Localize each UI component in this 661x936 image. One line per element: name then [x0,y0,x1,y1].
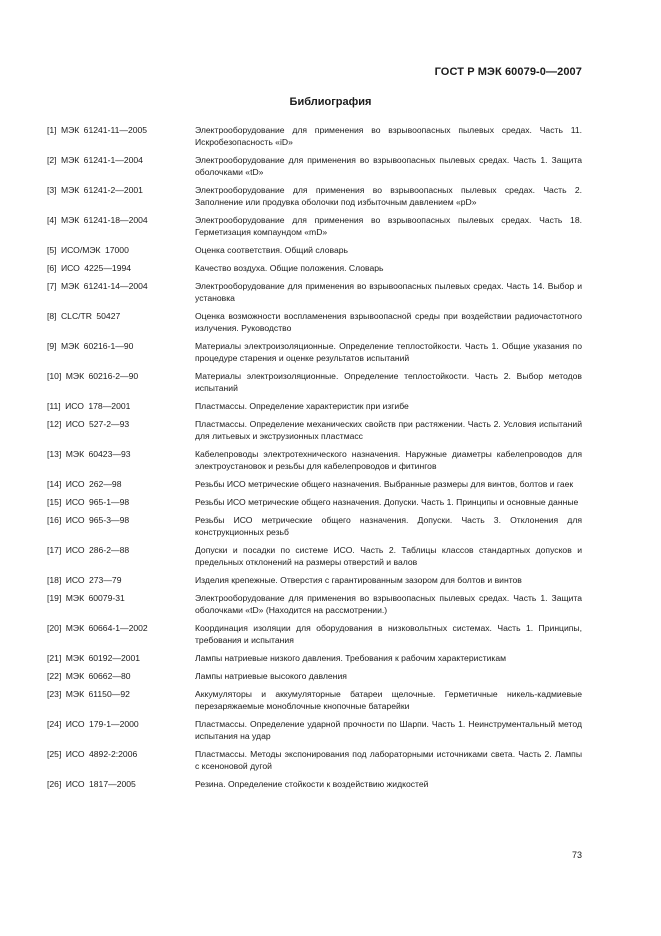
entry-reference [47,778,195,790]
entry-title: Оценка возможности воспламенения взрывоопасной среды при воздействии радиочастотного излучения. Руководство [195,311,582,333]
bibliography-entry [47,574,582,586]
entry-standard-code: МЭК 61150—92 [65,689,130,699]
bibliography-entry [47,244,582,256]
bibliography-list [47,124,582,796]
bibliography-entry [47,592,582,616]
entry-number: [23] [47,689,62,699]
entry-number: [22] [47,671,62,681]
entry-number: [13] [47,449,62,459]
entry-standard-code: МЭК 61241-18—2004 [60,215,148,225]
entry-title: Изделия крепежные. Отверстия с гарантированным зазором для болтов и винтов [195,575,522,585]
entry-standard-code: МЭК 60216-1—90 [60,341,134,351]
bibliography-entry [47,778,582,790]
entry-standard-code: МЭК 60192—2001 [65,653,141,663]
entry-reference [47,496,195,508]
entry-reference [47,262,195,274]
entry-title: Кабелепроводы электротехнического назначения. Наружные диаметры кабелепроводов для электроустановок и резьбы для кабелепроводов и фитингов [195,449,582,471]
bibliography-entry [47,184,582,208]
entry-number: [15] [47,497,62,507]
entry-standard-code: CLC/TR 50427 [60,311,121,321]
entry-standard-code: МЭК 60662—80 [65,671,131,681]
entry-number: [7] [47,281,57,291]
entry-reference [47,718,195,742]
bibliography-entry [47,214,582,238]
entry-title: Пластмассы. Определение механических свойств при растяжении. Часть 2. Условия испытаний для литьевых и экструзионных пластмасс [195,419,582,441]
entry-title: Резина. Определение стойкости к воздействию жидкостей [195,779,429,789]
entry-number: [1] [47,125,57,135]
bibliography-entry [47,718,582,742]
entry-reference [47,670,195,682]
entry-title: Электрооборудование для применения во взрывоопасных пылевых средах. Часть 1. Защита оболочками «tD» (Находится на рассмотрении.) [195,593,582,615]
entry-title: Материалы электроизоляционные. Определение теплостойкости. Часть 1. Общие указания по процедуре старения и оценке результатов испытаний [195,341,582,363]
entry-number: [14] [47,479,62,489]
bibliography-entry [47,124,582,148]
entry-title: Лампы натриевые высокого давления [195,671,347,681]
entry-title: Допуски и посадки по системе ИСО. Часть 2. Таблицы классов стандартных допусков и предельных отклонений на размеры отверстий и валов [195,545,582,567]
entry-reference [47,622,195,646]
entry-number: [3] [47,185,57,195]
bibliography-entry [47,514,582,538]
entry-number: [6] [47,263,57,273]
entry-title: Пластмассы. Методы экспонирования под лабораторными источниками света. Часть 2. Лампы с ксеноновой дугой [195,749,582,771]
entry-reference [47,448,195,472]
entry-reference [47,592,195,616]
entry-reference [47,652,195,664]
entry-title: Лампы натриевые низкого давления. Требования к рабочим характеристикам [195,653,507,663]
entry-reference [47,478,195,490]
entry-standard-code: МЭК 60664-1—2002 [65,623,148,633]
entry-standard-code: ИСО/МЭК 17000 [60,245,129,255]
entry-title: Резьбы ИСО метрические общего назначения. Допуски. Часть 1. Принципы и основные данные [195,497,579,507]
entry-title: Резьбы ИСО метрические общего назначения. Выбранные размеры для винтов, болтов и гаек [195,479,574,489]
entry-number: [25] [47,749,62,759]
entry-number: [17] [47,545,62,555]
entry-standard-code: МЭК 61241-2—2001 [60,185,143,195]
bibliography-entry [47,688,582,712]
bibliography-entry [47,652,582,664]
entry-number: [8] [47,311,57,321]
entry-number: [12] [47,419,62,429]
entry-number: [19] [47,593,62,603]
entry-number: [21] [47,653,62,663]
entry-reference [47,340,195,364]
bibliography-entry [47,280,582,304]
bibliography-entry [47,448,582,472]
entry-title: Электрооборудование для применения во взрывоопасных пылевых средах. Часть 1. Защита оболочками «tD» [195,155,582,177]
entry-standard-code: МЭК 61241-1—2004 [60,155,143,165]
bibliography-entry [47,622,582,646]
entry-reference [47,124,195,148]
entry-title: Материалы электроизоляционные. Определение теплостойкости. Часть 2. Выбор методов испытаний [195,371,582,393]
entry-title: Электрооборудование для применения во взрывоопасных пылевых средах. Часть 14. Выбор и установка [195,281,582,303]
bibliography-entry [47,478,582,490]
entry-standard-code: МЭК 61241-11—2005 [60,125,148,135]
entry-title: Пластмассы. Определение характеристик при изгибе [195,401,409,411]
entry-number: [20] [47,623,62,633]
bibliography-entry [47,310,582,334]
entry-number: [24] [47,719,62,729]
entry-title: Электрооборудование для применения во взрывоопасных пылевых средах. Часть 11. Искробезопасность «iD» [195,125,582,147]
entry-standard-code: ИСО 4225—1994 [60,263,132,273]
entry-number: [4] [47,215,57,225]
entry-number: [26] [47,779,62,789]
bibliography-entry [47,400,582,412]
entry-standard-code: ИСО 262—98 [65,479,122,489]
section-title: Библиография [289,96,372,108]
entry-standard-code: ИСО 286-2—88 [65,545,130,555]
entry-number: [16] [47,515,62,525]
entry-title: Аккумуляторы и аккумуляторные батареи щелочные. Герметичные никель-кадмиевые перезаряжаемые моноблочные кнопочные батарейки [195,689,582,711]
entry-reference [47,184,195,208]
bibliography-entry [47,418,582,442]
bibliography-entry [47,670,582,682]
entry-number: [9] [47,341,57,351]
entry-standard-code: ИСО 4892-2:2006 [65,749,138,759]
entry-reference [47,418,195,442]
entry-title: Оценка соответствия. Общий словарь [195,245,349,255]
bibliography-entry [47,262,582,274]
entry-standard-code: ИСО 965-1—98 [65,497,130,507]
entry-standard-code: МЭК 60216-2—90 [65,371,139,381]
entry-reference [47,244,195,256]
entry-standard-code: ИСО 1817—2005 [65,779,136,789]
document-code-header: ГОСТ Р МЭК 60079-0—2007 [434,66,582,78]
entry-number: [11] [47,401,61,411]
entry-title: Электрооборудование для применения во взрывоопасных пылевых средах. Часть 18. Герметизация компаундом «mD» [195,215,582,237]
entry-number: [18] [47,575,62,585]
entry-title: Качество воздуха. Общие положения. Словарь [195,263,384,273]
bibliography-entry [47,496,582,508]
bibliography-entry [47,544,582,568]
entry-reference [47,544,195,568]
entry-reference [47,688,195,712]
entry-title: Электрооборудование для применения во взрывоопасных пылевых средах. Часть 2. Заполнение или продувка оболочки под избыточным давлением «pD» [195,185,582,207]
entry-title: Пластмассы. Определение ударной прочности по Шарпи. Часть 1. Неинструментальный метод испытания на удар [195,719,582,741]
entry-standard-code: МЭК 61241-14—2004 [60,281,148,291]
entry-reference [47,748,195,772]
entry-reference [47,280,195,304]
bibliography-entry [47,370,582,394]
entry-standard-code: ИСО 527-2—93 [65,419,130,429]
entry-reference [47,154,195,178]
entry-standard-code: ИСО 179-1—2000 [65,719,139,729]
entry-standard-code: ИСО 273—79 [65,575,122,585]
entry-title: Координация изоляции для оборудования в низковольтных системах. Часть 1. Принципы, требования и испытания [195,623,582,645]
entry-reference [47,574,195,586]
entry-number: [5] [47,245,57,255]
bibliography-entry [47,154,582,178]
bibliography-entry [47,748,582,772]
entry-standard-code: ИСО 178—2001 [65,401,131,411]
bibliography-entry [47,340,582,364]
entry-standard-code: МЭК 60079-31 [65,593,125,603]
entry-reference [47,214,195,238]
page-number: 73 [571,850,582,860]
entry-number: [2] [47,155,57,165]
entry-reference [47,310,195,334]
entry-number: [10] [47,371,62,381]
entry-reference [47,370,195,394]
entry-standard-code: МЭК 60423—93 [65,449,131,459]
entry-title: Резьбы ИСО метрические общего назначения. Допуски. Часть 3. Отклонения для конструкционных резьб [195,515,582,537]
entry-reference [47,514,195,538]
entry-standard-code: ИСО 965-3—98 [65,515,130,525]
entry-reference [47,400,195,412]
